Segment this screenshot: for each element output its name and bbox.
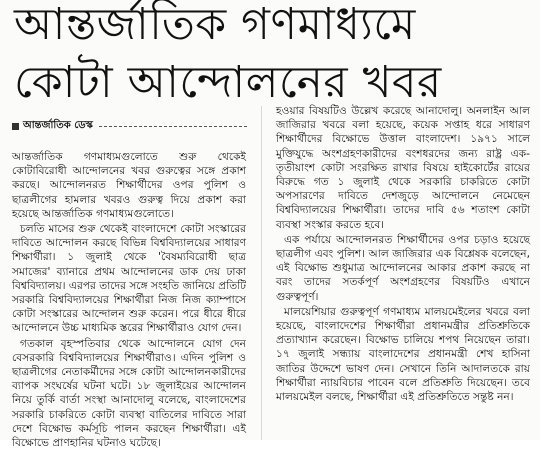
byline-dashed-rule [99, 126, 247, 127]
article-paragraph: চলতি মাসের শুরু থেকেই বাংলাদেশে কোটা সংস্কারের দাবিতে আন্দোলন করছে বিভিন্ন বিশ্ববিদ্যালয়ের সাধারণ শিক্ষার্থীরা। ১ জুলাই থেকে 'বৈষম্যবিরোধী ছাত্র সমাজের' ব্যানারে প্রথম আন্দোলনের ডাক দেয় ঢাকা বিশ্ববিদ্যালয়। এরপর তাদের সঙ্গে সংহতি জানিয়ে প্রতিটি সরকারি বিশ্ববিদ্যালয়ের শিক্ষার্থীরা নিজ নিজ ক্যাম্পাসে কোটা সংস্কারের আন্দোলন শুরু করেন। পরে ধীরে ধীরে আন্দোলনে উচ্চ মাধ্যমিক স্তরের শিক্ষার্থীরাও যোগ দেন। [12, 223, 246, 335]
article-paragraph: আন্তর্জাতিক গণমাধ্যমগুলোতে শুরু থেকেই কোটাবিরোধী আন্দোলনের খবর গুরুত্বের সঙ্গে প্রকাশ করছে। আন্দোলনরত শিক্ষার্থীদের ওপর পুলিশ ও ছাত্রলীগের হামলার খবরও গুরুত্ব দিয়ে প্রকাশ করা হয়েছে আন্তর্জাতিক গণমাধ্যমগুলোতে। [12, 151, 246, 220]
article-paragraph: মালয়েশিয়ার গুরুত্বপূর্ণ গণমাধ্যম মালয়মেইলের খবরে বলা হয়েছে, বাংলাদেশের শিক্ষার্থীরা প্রধানমন্ত্রীর প্রতিশ্রুতিকে প্রত্যাখ্যান করেছেন। বিক্ষোভ চালিয়ে শপথ নিয়েছেন তারা। ১৭ জুলাই সন্ধ্যায় বাংলাদেশের প্রধানমন্ত্রী শেখ হাসিনা জাতির উদ্দেশে ভাষণ দেন। সেখানে তিনি আদালতকে রায় শিক্ষার্থীরা ন্যায়বিচার পাবেন বলে প্রতিশ্রুতি দিয়েছেন। তবে মালয়মেইল বলছে, শিক্ষার্থীরা এই প্রতিশ্রুতিতে সন্তুষ্ট নন। [276, 305, 530, 404]
article-column-left [12, 150, 246, 450]
byline [12, 120, 247, 132]
article-column-right [276, 104, 530, 440]
column-divider [261, 106, 262, 440]
headline [14, 0, 534, 112]
bullet-square-icon [12, 123, 19, 130]
headline-line-2: কোটা আন্দোলনের খবর [14, 57, 442, 108]
article-paragraph: এক পর্যায়ে আন্দোলনরত শিক্ষার্থীদের ওপর চড়াও হয়েছে ছাত্রলীগ এবং পুলিশ। আল জাজিরার এক বিশ্লেষক বলেছেন, এই বিক্ষোভ শুধুমাত্র আন্দোলনের আকার প্রকাশ করছে না বরং তাদের সতর্কপূর্ণ অংশগ্রহণের বিষয়টিও এখানে গুরুত্বপূর্ণ। [276, 233, 530, 303]
article-paragraph: গতকাল বৃহস্পতিবার থেকে আন্দোলনে যোগ দেন বেসরকারি বিশ্ববিদ্যালয়ের শিক্ষার্থীরাও। এদিন পুলিশ ও ছাত্রলীগের নেতাকর্মীদের সঙ্গে কোটা আন্দোলনকারীদের ব্যাপক সংঘর্ষের ঘটনা ঘটে। ১৮ জুলাইয়ের আন্দোলন নিয়ে তুর্কি বার্তা সংস্থা আনাদোলু বলেছে, বাংলাদেশের সরকারি চাকরিতে কোটা ব্যবস্থা বাতিলের দাবিতে সারা দেশে বিক্ষোভ কর্মসূচি পালন করছেন শিক্ষার্থীরা। এই বিক্ষোভে প্রাণহানির ঘটনাও ঘটেছে। [12, 337, 246, 450]
headline-line-1: আন্তর্জাতিক গণমাধ্যমে [14, 0, 416, 50]
article-paragraph: হওয়ার বিষয়টিও উল্লেখ করেছে আনাদোলু। অনলাইন আল জাজিরার খবরে বলা হয়েছে, কয়েক সপ্তাহ ধরে সাধারণ শিক্ষার্থীদের বিক্ষোভে উত্তাল বাংলাদেশ। ১৯৭১ সালে মুক্তিযুদ্ধে অংশগ্রহণকারীদের বংশধরদের জন্য রাষ্ট্র এক-তৃতীয়াংশ কোটা সংরক্ষিত রাখার বিষয়ে হাইকোর্টের রায়ের বিরুদ্ধে গত ১ জুলাই থেকে সরকারি চাকরিতে কোটা অপসারণের দাবিতে দেশজুড়ে আন্দোলনে নেমেছেন বিশ্ববিদ্যালয়ের শিক্ষার্থীরা। তাদের দাবি ৫৬ শতাংশ কোটা ব্যবস্থা সংস্কার করতে হবে। [276, 105, 530, 231]
byline-desk-label: আন্তর্জাতিক ডেস্ক [23, 119, 93, 131]
